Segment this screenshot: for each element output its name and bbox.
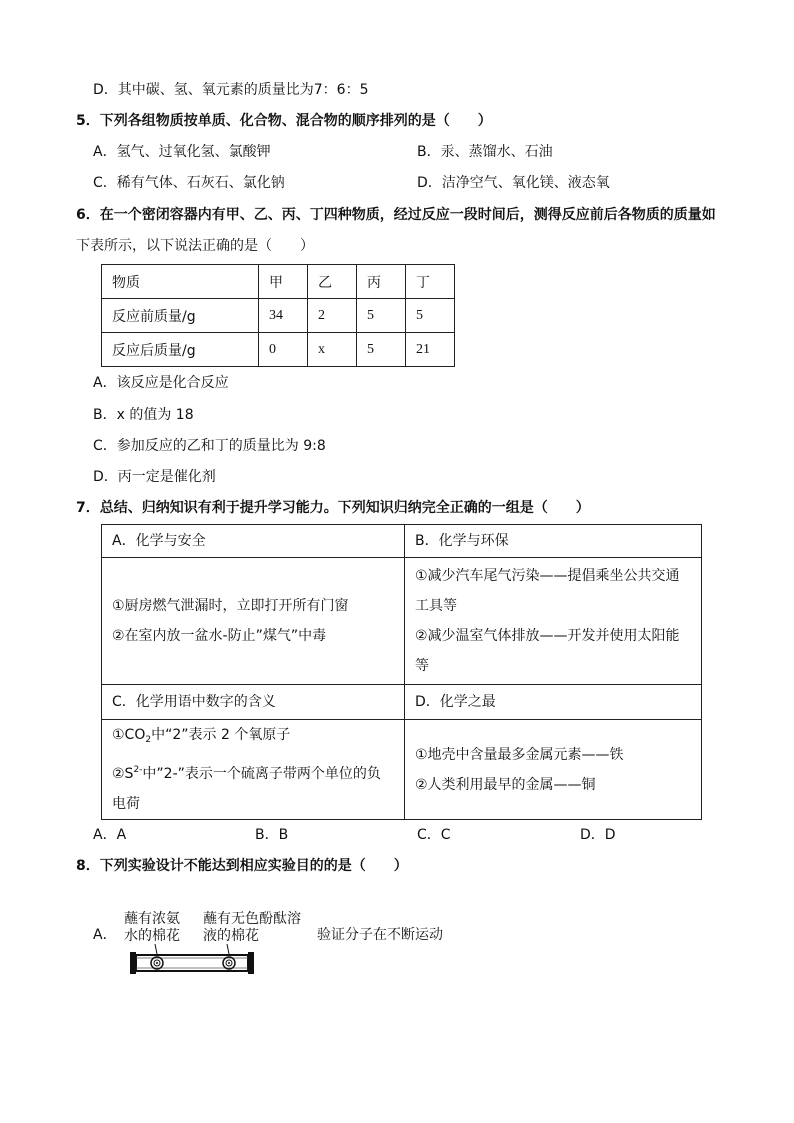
- table-cell: 5: [357, 333, 406, 367]
- q6-stem-line1: 6．在一个密闭容器内有甲、乙、丙、丁四种物质，经过反应一段时间后，测得反应前后各物质的质量如: [76, 207, 716, 223]
- table-row: [102, 333, 455, 367]
- table-header-cell: 乙: [308, 265, 357, 299]
- table-row: [102, 558, 702, 685]
- q7-option-c: C．C: [417, 827, 451, 843]
- q5-option-a: A．氢气、过氧化氢、氯酸钾: [93, 144, 271, 160]
- q7-option-a: A．A: [93, 827, 127, 843]
- formula-s: ②S: [112, 766, 134, 782]
- section-d-line: ②人类利用最早的金属——铜: [415, 776, 596, 793]
- q6-stem-line2: 下表所示，以下说法正确的是（ ）: [76, 238, 314, 254]
- section-a-line: ②在室内放一盆水-防止”煤气”中毒: [112, 628, 327, 644]
- table-cell: 反应后质量/g: [102, 333, 259, 367]
- section-c-line: [112, 755, 396, 789]
- q5-option-d: D．洁净空气、氧化镁、液态氧: [417, 175, 610, 191]
- table-cell: 5: [357, 299, 406, 333]
- formula-meaning: 中”2-”表示一个硫离子带两个单位的负: [142, 766, 381, 782]
- section-b-content: [405, 558, 702, 685]
- table-cell: 0: [259, 333, 308, 367]
- section-d-content: [405, 720, 702, 820]
- section-d-line: ①地壳中含量最多金属元素——铁: [415, 746, 624, 763]
- table-cell: 5: [406, 299, 455, 333]
- section-c-content: [102, 720, 405, 820]
- q5-stem: 5．下列各组物质按单质、化合物、混合物的顺序排列的是（ ）: [76, 113, 492, 129]
- table-header-cell: 丙: [357, 265, 406, 299]
- q6-option-d: D．丙一定是催化剂: [93, 469, 216, 485]
- figure-label-line: 蘸有无色酚酞溶: [203, 911, 301, 927]
- glass-tube-apparatus-icon: [127, 944, 257, 978]
- q7-stem: 7．总结、归纳知识有利于提升学习能力。下列知识归纳完全正确的一组是（ ）: [76, 500, 590, 516]
- figure-label-line: 蘸有浓氨: [124, 911, 180, 927]
- table-row: [102, 720, 702, 820]
- q8-stem: 8．下列实验设计不能达到相应实验目的的是（ ）: [76, 858, 408, 874]
- table-cell: 反应前质量/g: [102, 299, 259, 333]
- q4-option-d: D．其中碳、氢、氧元素的质量比为7：6：5: [93, 82, 369, 98]
- section-c-title: C．化学用语中数字的含义: [102, 685, 405, 720]
- table-header-cell: 甲: [259, 265, 308, 299]
- formula-co: ①CO: [112, 727, 146, 743]
- table-cell: 2: [308, 299, 357, 333]
- figure-label-line: 水的棉花: [124, 928, 180, 944]
- formula-superscript: 2-: [133, 765, 143, 775]
- section-c-line: 电荷: [112, 796, 140, 812]
- section-a-content: [102, 558, 405, 685]
- section-b-title: B．化学与环保: [405, 525, 702, 558]
- figure-label-phenolphthalein: [203, 911, 301, 945]
- q5-option-c: C．稀有气体、石灰石、氯化钠: [93, 175, 285, 191]
- formula-meaning: 中“2”表示 2 个氧原子: [151, 727, 291, 743]
- q8-option-a-text: 验证分子在不断运动: [317, 927, 443, 943]
- section-b-line: ②减少温室气体排放——开发并使用太阳能: [415, 628, 680, 644]
- table-header-cell: 物质: [102, 265, 259, 299]
- section-d-title: D．化学之最: [405, 685, 702, 720]
- table-row: [102, 685, 702, 720]
- table-row: [102, 299, 455, 333]
- table-cell: x: [308, 333, 357, 367]
- figure-label-ammonia: [124, 911, 180, 945]
- section-c-line: [112, 720, 396, 755]
- q8-option-a-label: A．: [93, 927, 117, 943]
- figure-label-line: 液的棉花: [203, 928, 259, 944]
- q5-option-b: B．汞、蒸馏水、石油: [417, 144, 553, 160]
- section-b-line: 等: [415, 658, 429, 674]
- q6-option-b: B．x 的值为 18: [93, 407, 194, 423]
- table-cell: 34: [259, 299, 308, 333]
- table-row: [102, 525, 702, 558]
- table-cell: 21: [406, 333, 455, 367]
- formula-subscript: 2: [145, 735, 152, 745]
- section-a-title: A．化学与安全: [102, 525, 405, 558]
- section-b-line: ①减少汽车尾气污染——提倡乘坐公共交通: [415, 568, 680, 584]
- q6-option-c: C．参加反应的乙和丁的质量比为 9:8: [93, 438, 326, 454]
- table-header-cell: 丁: [406, 265, 455, 299]
- q7-option-b: B．B: [255, 827, 289, 843]
- table-row: [102, 265, 455, 299]
- q6-mass-table: [101, 264, 455, 367]
- q6-option-a: A．该反应是化合反应: [93, 375, 229, 391]
- section-a-line: ①厨房燃气泄漏时，立即打开所有门窗: [112, 598, 349, 614]
- q7-knowledge-table: [101, 524, 702, 820]
- section-b-line: 工具等: [415, 598, 457, 614]
- q7-option-d: D．D: [580, 827, 616, 843]
